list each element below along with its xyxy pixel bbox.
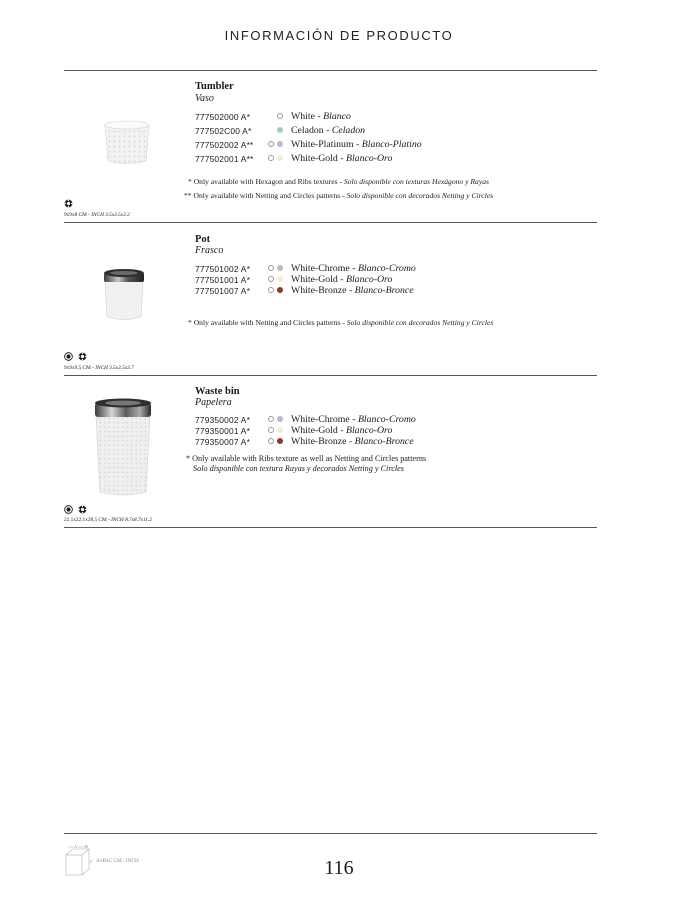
colour-swatch (277, 416, 283, 422)
colour-swatch (268, 438, 274, 444)
colour-name: White-Chrome - Blanco-Cromo (291, 263, 416, 274)
colour-swatch (277, 265, 283, 271)
colour-swatch (277, 276, 283, 282)
colour-swatch (277, 427, 283, 433)
product-name: Tumbler (195, 81, 234, 92)
colour-swatch (268, 141, 274, 147)
colour-swatch (277, 155, 283, 161)
colour-swatch (268, 427, 274, 433)
product-code: 777502002 A** (195, 140, 254, 150)
colour-swatch (277, 141, 283, 147)
colour-swatch (277, 127, 283, 133)
lid-icon (64, 505, 73, 514)
colour-swatch (268, 265, 274, 271)
product-section-tumbler (64, 71, 597, 222)
divider (64, 527, 597, 528)
product-code: 777502001 A** (195, 154, 254, 164)
feature-icons (64, 352, 88, 362)
colour-swatch (268, 155, 274, 161)
product-code: 777501002 A* (195, 264, 251, 274)
availability-note: * Only available with Ribs texture as well as Netting and Circles patterns (186, 454, 427, 463)
waste-bin-image (89, 398, 157, 498)
product-code: 779350001 A* (195, 426, 251, 436)
dishwasher-icon (78, 505, 87, 514)
divider (64, 833, 597, 834)
availability-note: ** Only available with Netting and Circles patterns - Solo disponible con decorados Netting y Circles (184, 191, 494, 200)
product-name-es: Frasco (195, 245, 224, 256)
product-name: Waste bin (195, 386, 240, 397)
colour-swatch (268, 276, 274, 282)
product-code: 777502C00 A* (195, 126, 252, 136)
colour-name: White-Chrome - Blanco-Cromo (291, 414, 416, 425)
product-code: 779350002 A* (195, 415, 251, 425)
colour-name: White-Gold - Blanco-Oro (291, 425, 393, 436)
colour-name: White-Gold - Blanco-Oro (291, 153, 393, 164)
product-code: 777501007 A* (195, 286, 251, 296)
colour-swatch (277, 438, 283, 444)
product-name: Pot (195, 234, 211, 245)
dimensions: 9x9x8 CM - INCH 3.5x3.5x3.2 (64, 212, 130, 218)
colour-name: White - Blanco (291, 111, 351, 122)
pot-image (102, 267, 146, 323)
feature-icons (64, 505, 88, 515)
colour-name: White-Platinum - Blanco-Platino (291, 139, 422, 150)
product-section-pot (64, 223, 597, 375)
colour-swatch (268, 416, 274, 422)
tumbler-image (102, 119, 152, 167)
colour-swatch (277, 287, 283, 293)
product-code: 777501001 A* (195, 275, 251, 285)
dimensions: 22,1x22,1x28,5 CM - INCH 8.7x8.7x11.2 (64, 517, 152, 523)
colour-name: White-Bronze - Blanco-Bronce (291, 436, 414, 447)
legend-letter-c: C (90, 859, 94, 864)
availability-note: * Only available with Hexagon and Ribs textures - Solo disponible con texturas Hexágono y Rayas (188, 177, 489, 186)
legend-letter-b: B (85, 844, 89, 849)
lid-icon (64, 352, 73, 361)
product-name-es: Papelera (195, 397, 232, 408)
dimensions-legend-text: AxBxC CM / INCH (96, 858, 139, 864)
colour-name: Celadon - Celadon (291, 125, 366, 136)
legend-letter-a: A (74, 844, 78, 849)
product-code: 777502000 A* (195, 112, 251, 122)
availability-note: Solo disponible con textura Rayas y decorados Netting y Circles (193, 464, 404, 473)
dishwasher-icon (78, 352, 87, 361)
product-name-es: Vaso (195, 93, 214, 104)
product-section-waste-bin (64, 376, 597, 527)
availability-note: * Only available with Netting and Circles patterns - Solo disponible con decorados Netting y Circles (188, 318, 494, 327)
product-code: 779350007 A* (195, 437, 251, 447)
feature-icons (64, 199, 74, 209)
dimensions: 9x9x9,5 CM - INCH 3.5x3.5x3.7 (64, 365, 134, 371)
colour-name: White-Gold - Blanco-Oro (291, 274, 393, 285)
colour-swatch (277, 113, 283, 119)
page-title: INFORMACIÓN DE PRODUCTO (224, 28, 454, 43)
dishwasher-icon (64, 199, 73, 208)
page-number: 116 (324, 857, 354, 879)
colour-name: White-Bronze - Blanco-Bronce (291, 285, 414, 296)
colour-swatch (268, 287, 274, 293)
